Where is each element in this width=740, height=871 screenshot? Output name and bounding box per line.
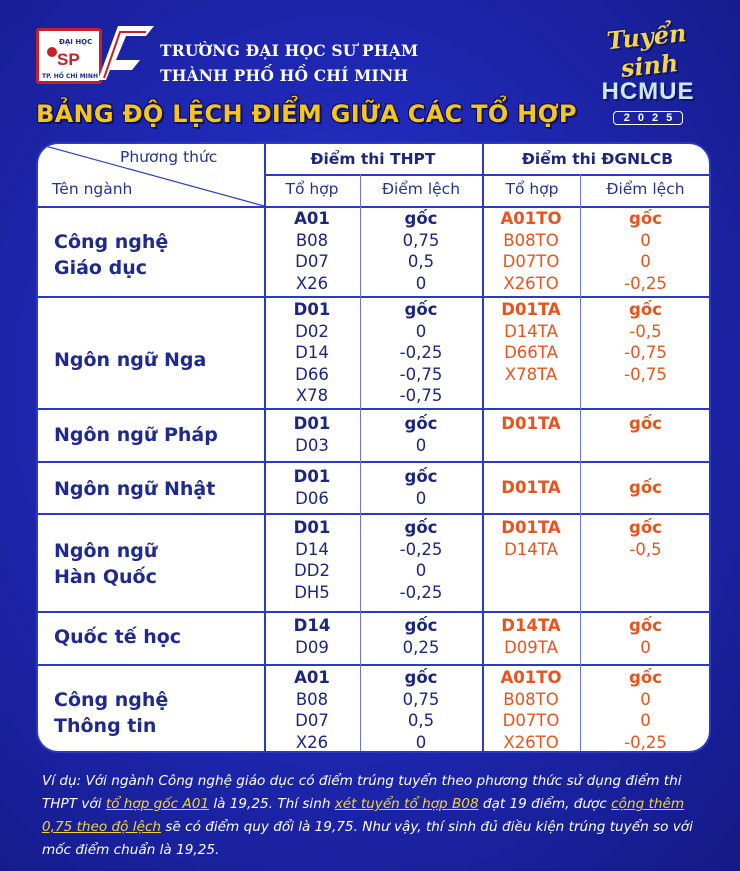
- diff-value: gốc: [404, 467, 438, 486]
- dg-combo-cell: [482, 517, 580, 560]
- atom-icon: [47, 47, 57, 57]
- program-name-line: Quốc tế học: [54, 626, 182, 648]
- diff-value: gốc: [404, 209, 438, 228]
- brand-year: 2025: [613, 111, 683, 125]
- diff-value: -0,25: [399, 539, 443, 559]
- dg-combo-cell: [482, 413, 580, 435]
- brand-hcmue: HCMUE: [601, 78, 695, 105]
- diff-value: -0,75: [399, 386, 443, 405]
- thpt-combo-cell: [264, 615, 360, 658]
- dg-combo-cell: [482, 615, 580, 658]
- diff-value: gốc: [629, 300, 662, 319]
- diff-value: -0,75: [624, 343, 667, 362]
- combo-code: D09TA: [504, 637, 558, 657]
- dg-combo-cell: [482, 208, 580, 294]
- program-name: [54, 624, 254, 650]
- corner-bottom-label: Tên ngành: [52, 180, 133, 198]
- logo-text-sp: SP: [57, 50, 80, 69]
- dg-combo-cell: [482, 477, 580, 499]
- diff-value: gốc: [629, 616, 662, 635]
- program-name: [54, 538, 254, 590]
- diff-value: 0: [640, 637, 651, 657]
- program-name-line: Công nghệ: [54, 231, 169, 253]
- combo-code: X78: [295, 386, 329, 405]
- diff-value: gốc: [404, 518, 438, 537]
- thpt-diff-cell: [360, 667, 482, 753]
- combo-code: D01TA: [501, 518, 561, 537]
- combo-code: A01TO: [500, 668, 562, 687]
- program-name: [54, 347, 254, 373]
- example-note: [42, 770, 712, 862]
- diff-value: 0,75: [402, 689, 440, 709]
- combo-code: D01: [293, 467, 331, 486]
- logo-text-top: ĐẠI HỌC: [59, 38, 93, 46]
- note-text: đạt 19 điểm, được: [478, 796, 612, 812]
- combo-code: X26TO: [503, 273, 559, 293]
- program-name-line: Ngôn ngữ Nhật: [54, 478, 216, 500]
- diff-value: gốc: [404, 300, 438, 319]
- corner-top-label: Phương thức: [120, 148, 218, 166]
- program-name: [54, 687, 254, 739]
- thpt-diff-cell: [360, 413, 482, 456]
- diff-value: gốc: [629, 209, 662, 228]
- diff-value: 0: [415, 732, 427, 752]
- combo-code: D02: [295, 321, 329, 341]
- combo-code: B08TO: [503, 689, 559, 709]
- combo-code: D66TA: [504, 343, 558, 362]
- combo-code: B08: [295, 689, 329, 709]
- group-dgnlcb-header: Điểm thi ĐGNLCB: [521, 150, 674, 168]
- dg-diff-cell: [580, 413, 711, 435]
- program-name-line: Công nghệ: [54, 689, 169, 711]
- combo-code: D66: [295, 364, 329, 384]
- admission-brand: [578, 17, 718, 124]
- combo-code: D14TA: [501, 616, 561, 635]
- diff-value: -0,5: [629, 539, 662, 559]
- combo-code: DD2: [294, 561, 330, 580]
- diff-value: -0,5: [629, 321, 662, 341]
- diff-value: -0,75: [399, 364, 443, 384]
- diff-value: 0: [640, 252, 651, 271]
- score-offset-table: [36, 142, 711, 753]
- note-highlight: xét tuyển tổ hợp B08: [334, 796, 479, 812]
- row-divider: [38, 513, 709, 515]
- combo-code: D06: [295, 488, 329, 508]
- diff-value: gốc: [629, 518, 662, 537]
- diff-value: 0: [640, 689, 651, 709]
- diff-value: -0,25: [624, 273, 667, 293]
- diff-value: 0,75: [402, 230, 440, 250]
- diff-value: 0,5: [407, 711, 435, 730]
- diff-value: gốc: [629, 478, 662, 497]
- diff-value: 0: [415, 488, 427, 508]
- combo-code: D14: [293, 616, 331, 635]
- row-divider: [38, 461, 709, 463]
- combo-code: D01TA: [501, 300, 561, 319]
- thpt-combo-cell: [264, 208, 360, 294]
- row-divider: [38, 296, 709, 298]
- combo-code: D14: [295, 539, 329, 559]
- school-name-line1: TRƯỜNG ĐẠI HỌC SƯ PHẠM: [160, 41, 419, 60]
- dg-diff-cell: [580, 615, 711, 658]
- diff-value: 0,5: [407, 252, 435, 271]
- thpt-diff-cell: [360, 615, 482, 658]
- combo-code: X26: [295, 273, 329, 293]
- diff-value: gốc: [404, 668, 438, 687]
- combo-code: D01: [293, 414, 331, 433]
- logo-text-city: TP. HỒ CHÍ MINH: [42, 73, 98, 80]
- combo-code: D07: [295, 252, 329, 271]
- note-highlight: cộng thêm 0,75 theo độ lệch: [42, 796, 685, 835]
- thpt-diff-cell: [360, 299, 482, 407]
- note-text: Ví dụ: Với ngành Công nghệ giáo dục có điểm trúng tuyển theo phương thức sử dụng điểm thi THPT với: [42, 773, 682, 812]
- row-divider: [38, 408, 709, 410]
- combo-code: D14: [295, 343, 329, 362]
- dg-diff-cell: [580, 299, 711, 385]
- diff-value: 0: [415, 561, 427, 580]
- combo-code: A01: [294, 209, 330, 228]
- combo-code: A01TO: [500, 209, 562, 228]
- program-name-line: Thông tin: [54, 715, 157, 737]
- combo-code: X26TO: [503, 732, 559, 752]
- sub-combo-header-thpt: Tổ hợp: [285, 180, 339, 198]
- row-divider: [38, 664, 709, 666]
- combo-code: D07: [295, 711, 329, 730]
- combo-code: D03: [295, 435, 329, 455]
- thpt-diff-cell: [360, 208, 482, 294]
- program-name-line: Ngôn ngữ Pháp: [54, 424, 218, 446]
- program-name: [54, 476, 254, 502]
- combo-code: A01: [294, 668, 330, 687]
- combo-code: X78TA: [504, 364, 558, 384]
- combo-code: D14TA: [504, 539, 558, 559]
- program-name: [54, 229, 254, 281]
- diff-value: -0,25: [624, 732, 667, 752]
- combo-code: D07TO: [502, 711, 560, 730]
- diff-value: 0: [640, 711, 651, 730]
- combo-code: D09: [295, 637, 329, 657]
- school-name: [160, 38, 418, 88]
- diff-value: gốc: [404, 616, 438, 635]
- dg-combo-cell: [482, 667, 580, 753]
- dg-diff-cell: [580, 667, 711, 753]
- sub-combo-header-dg: Tổ hợp: [505, 180, 559, 198]
- header-divider: [264, 174, 709, 176]
- brand-tuyen-sinh: Tuyển sinh: [605, 17, 688, 83]
- group-thpt-header: Điểm thi THPT: [310, 150, 436, 168]
- combo-code: B08TO: [503, 230, 559, 250]
- program-name-line: Hàn Quốc: [54, 566, 157, 588]
- program-name-line: Ngôn ngữ Nga: [54, 349, 207, 371]
- thpt-combo-cell: [264, 517, 360, 603]
- thpt-combo-cell: [264, 299, 360, 407]
- logo-swoosh-icon: [96, 20, 156, 86]
- school-name-line2: THÀNH PHỐ HỒ CHÍ MINH: [160, 66, 409, 85]
- diff-value: -0,25: [399, 343, 443, 362]
- thpt-combo-cell: [264, 466, 360, 509]
- program-name-line: Ngôn ngữ: [54, 540, 158, 562]
- thpt-combo-cell: [264, 667, 360, 753]
- page-title: BẢNG ĐỘ LỆCH ĐIỂM GIỮA CÁC TỔ HỢP: [36, 100, 577, 128]
- diff-value: 0,25: [402, 637, 440, 657]
- diff-value: gốc: [629, 414, 662, 433]
- combo-code: D01: [293, 518, 331, 537]
- combo-code: B08: [295, 230, 329, 250]
- logo-badge: [36, 28, 102, 84]
- combo-code: D14TA: [504, 321, 558, 341]
- diff-value: 0: [415, 321, 427, 341]
- dg-diff-cell: [580, 477, 711, 499]
- diff-value: gốc: [629, 668, 662, 687]
- diff-value: -0,75: [624, 364, 667, 384]
- sub-diff-header-thpt: Điểm lệch: [381, 180, 461, 198]
- program-name-line: Giáo dục: [54, 257, 147, 279]
- combo-code: DH5: [294, 582, 330, 602]
- thpt-diff-cell: [360, 517, 482, 603]
- combo-code: D01TA: [501, 414, 561, 433]
- diff-value: -0,25: [399, 582, 443, 602]
- thpt-diff-cell: [360, 466, 482, 509]
- program-name: [54, 422, 254, 448]
- diff-value: gốc: [404, 414, 438, 433]
- diff-value: 0: [415, 435, 427, 455]
- thpt-combo-cell: [264, 413, 360, 456]
- sub-diff-header-dg: Điểm lệch: [606, 180, 685, 198]
- diff-value: 0: [640, 230, 651, 250]
- school-logo: [30, 20, 156, 86]
- dg-combo-cell: [482, 299, 580, 385]
- note-highlight: tổ hợp gốc A01: [105, 796, 210, 812]
- note-text: sẽ có điểm quy đổi là 19,75. Như vậy, thí sinh đủ điều kiện trúng tuyển so với mốc điểm chuẩn là 19,25.: [42, 819, 693, 858]
- combo-code: X26: [295, 732, 329, 752]
- dg-diff-cell: [580, 208, 711, 294]
- diff-value: 0: [415, 273, 427, 293]
- combo-code: D01: [293, 300, 331, 319]
- combo-code: D01TA: [501, 478, 561, 497]
- row-divider: [38, 611, 709, 613]
- note-text: là 19,25. Thí sinh: [209, 796, 335, 812]
- combo-code: D07TO: [502, 252, 560, 271]
- dg-diff-cell: [580, 517, 711, 560]
